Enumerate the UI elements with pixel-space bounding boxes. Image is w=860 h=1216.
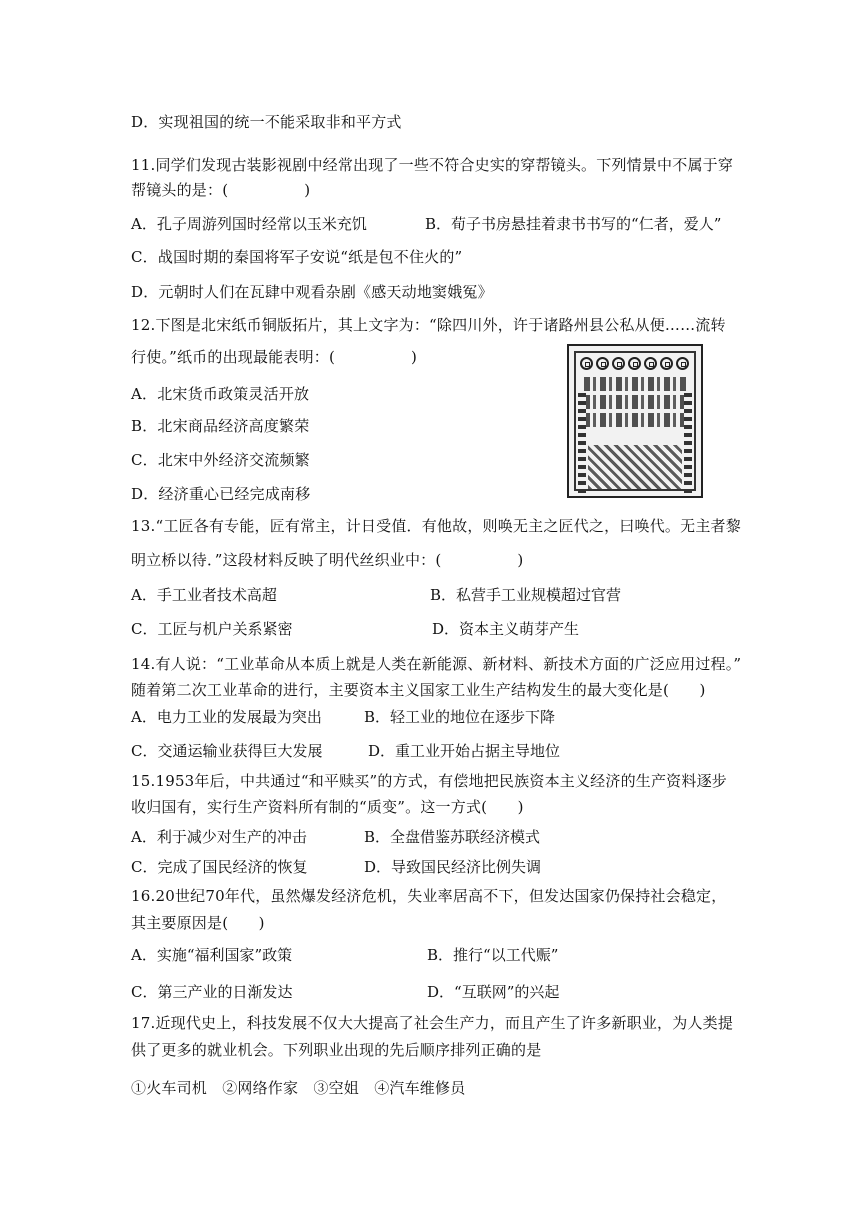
option-left: C．完成了国民经济的恢复	[131, 858, 308, 876]
text-line: 收归国有，实行生产资料所有制的“质变”。这一方式( )	[131, 798, 524, 816]
coin-icon	[676, 357, 689, 370]
banknote-rubbing-image	[567, 344, 703, 498]
option-left: A．孔子周游列国时经常以玉米充饥	[131, 215, 367, 233]
text-line: 13.“工匠各有专能，匠有常主，计日受值．有他故，则唤无主之匠代之，曰唤代。无主者黎	[131, 517, 741, 535]
text-line: ①火车司机 ②网络作家 ③空姐 ④汽车维修员	[131, 1079, 466, 1097]
engraved-scene	[588, 445, 682, 489]
option-left: A．手工业者技术高超	[131, 586, 277, 604]
option-right: B．推行“以工代赈”	[427, 946, 559, 964]
option-right: D．“互联网”的兴起	[427, 983, 560, 1001]
option-right: D．重工业开始占据主导地位	[368, 742, 561, 760]
text-line: 明立桥以待．”这段材料反映了明代丝织业中：( )	[131, 551, 524, 569]
text-line: 12.下图是北宋纸币铜版拓片，其上文字为：“除四川外，许于诸路州县公私从便……流转	[131, 316, 726, 334]
option-left: A．实施“福利国家”政策	[131, 946, 293, 964]
coin-icon	[628, 357, 641, 370]
text-line: B．北宋商品经济高度繁荣	[131, 417, 310, 435]
text-line: D．经济重心已经完成南移	[131, 485, 311, 503]
text-line: A．北宋货币政策灵活开放	[131, 385, 310, 403]
text-line: 帮镜头的是：( )	[131, 181, 311, 199]
text-line: C．战国时期的秦国将军子安说“纸是包不住火的”	[131, 248, 463, 266]
inscription-row	[584, 377, 686, 391]
option-left: A．利于减少对生产的冲击	[131, 828, 307, 846]
option-left: C．交通运输业获得巨大发展	[131, 742, 323, 760]
frame-pillar	[578, 393, 586, 493]
coin-icon	[644, 357, 657, 370]
text-line: 供了更多的就业机会。下列职业出现的先后顺序排列正确的是	[131, 1041, 542, 1059]
option-right: B．全盘借鉴苏联经济模式	[364, 828, 541, 846]
coin-icon	[612, 357, 625, 370]
text-line: 11.同学们发现古装影视剧中经常出现了一些不符合史实的穿帮镜头。下列情景中不属于穿	[131, 156, 734, 174]
text-line: 14.有人说：“工业革命从本质上就是人类在新能源、新材料、新技术方面的广泛应用过程。”	[131, 655, 742, 673]
coin-icon	[580, 357, 593, 370]
text-line: C．北宋中外经济交流频繁	[131, 451, 310, 469]
inscription-row	[584, 413, 686, 427]
coin-icon	[660, 357, 673, 370]
option-left: A．电力工业的发展最为突出	[131, 708, 322, 726]
text-line: 随着第二次工业革命的进行，主要资本主义国家工业生产结构发生的最大变化是( )	[131, 681, 706, 699]
option-right: B．私营手工业规模超过官营	[430, 586, 622, 604]
text-line: 其主要原因是( )	[131, 914, 265, 932]
option-left: C．第三产业的日渐发达	[131, 983, 293, 1001]
text-line: 15.1953年后，中共通过“和平赎买”的方式，有偿地把民族资本主义经济的生产资料逐步	[131, 772, 727, 790]
text-line: 16.20世纪70年代，虽然爆发经济危机，失业率居高不下，但发达国家仍保持社会稳定，	[131, 887, 727, 905]
text-line: 17.近现代史上，科技发展不仅大大提高了社会生产力，而且产生了许多新职业，为人类提	[131, 1014, 734, 1032]
coin-icon	[596, 357, 609, 370]
option-left: C．工匠与机户关系紧密	[131, 620, 293, 638]
option-right: B．轻工业的地位在逐步下降	[364, 708, 556, 726]
frame-pillar	[684, 393, 692, 493]
option-right: D．导致国民经济比例失调	[364, 858, 542, 876]
text-line: D．元朝时人们在瓦肆中观看杂剧《感天动地窦娥冤》	[131, 283, 493, 301]
banknote-border	[574, 351, 696, 491]
inscription-row	[584, 395, 686, 409]
text-line: 行使。”纸币的出现最能表明：( )	[131, 348, 418, 366]
option-right: D．资本主义萌芽产生	[432, 620, 580, 638]
text-line: D．实现祖国的统一不能采取非和平方式	[131, 113, 402, 131]
option-right: B．荀子书房悬挂着隶书书写的“仁者，爱人”	[425, 215, 722, 233]
